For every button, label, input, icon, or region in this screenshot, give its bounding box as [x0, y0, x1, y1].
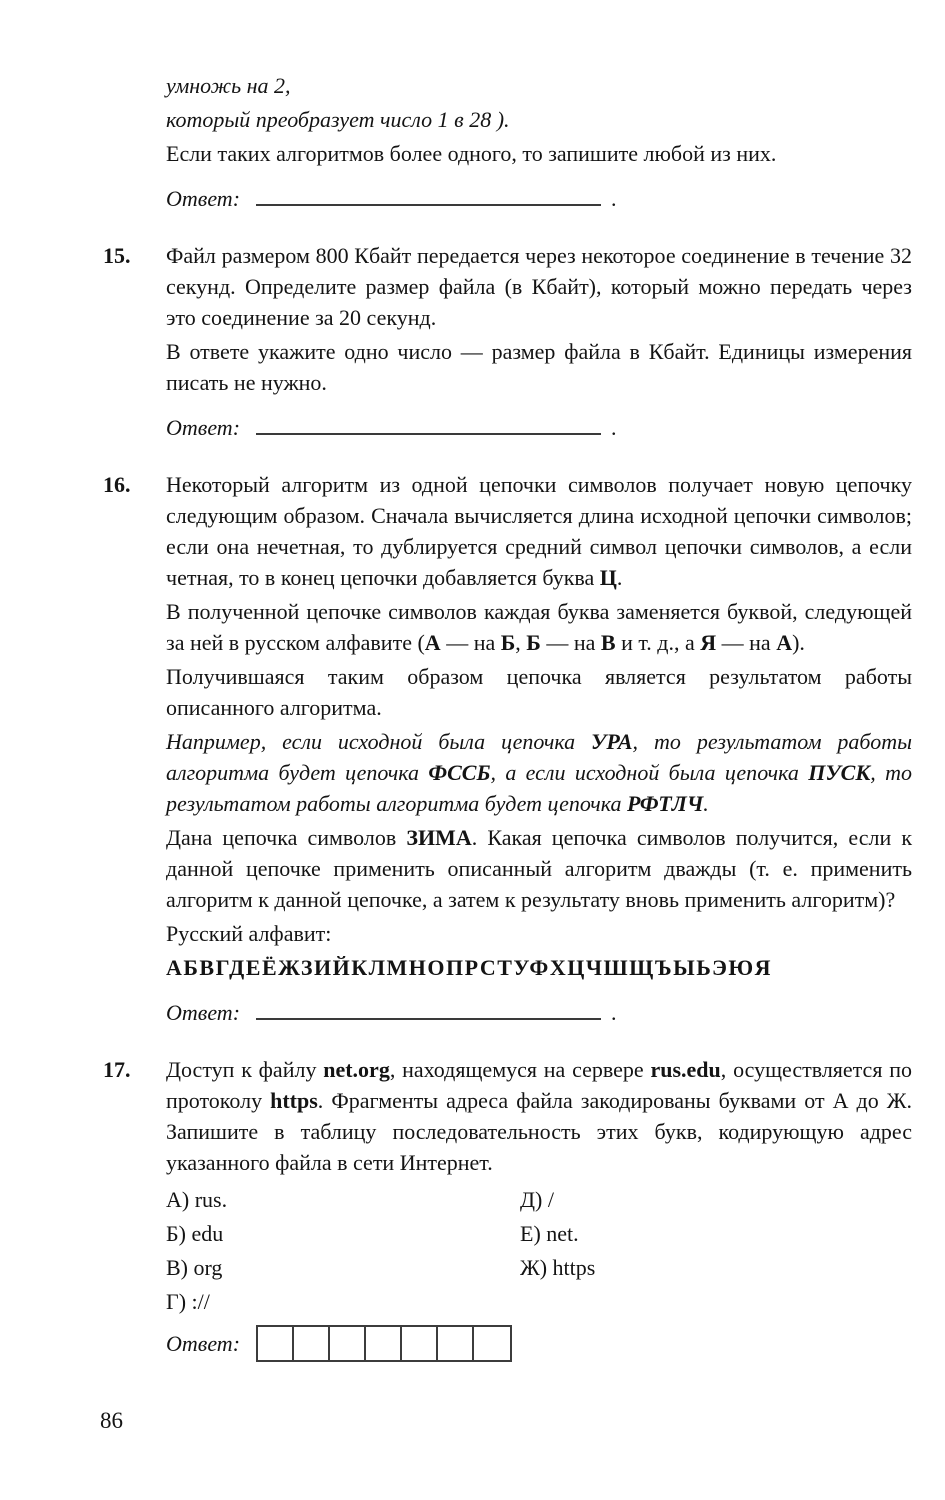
answer-cell	[294, 1327, 330, 1360]
text-segment: https	[270, 1088, 318, 1113]
text-segment: .	[703, 791, 709, 816]
text-segment: net.org	[323, 1057, 390, 1082]
problem-17-paragraph-1	[166, 1054, 912, 1178]
text-segment: ПУСК	[808, 760, 871, 785]
text-segment: . Фрагменты адреса файла закодированы буквами от А до Ж. Запишите в таблицу последовательность этих букв, кодирующую адрес указанного файла в сети Интернет.	[166, 1088, 912, 1175]
answer-cell	[402, 1327, 438, 1360]
text-segment: ,	[515, 630, 527, 655]
text-segment: и т. д., а	[615, 630, 701, 655]
answer-cell	[474, 1327, 510, 1360]
text-segment: Доступ к файлу	[166, 1057, 324, 1082]
text-segment: — на	[440, 630, 501, 655]
intro-line-3: Если таких алгоритмов более одного, то запишите любой из них.	[166, 141, 777, 166]
answer-period: .	[611, 186, 617, 211]
text-segment: Я	[700, 630, 717, 655]
problem-16	[103, 469, 912, 1028]
text-segment: — на	[716, 630, 777, 655]
intro-line-1: умножь на 2,	[166, 73, 291, 98]
option-zh: Ж) https	[520, 1255, 596, 1280]
text-segment: , то результатом работы алгоритма будет цепочка	[166, 760, 913, 816]
answer-cell	[366, 1327, 402, 1360]
intro-line-2: который преобразует число 1 в 28 ).	[166, 107, 510, 132]
answer-period: .	[611, 1000, 617, 1025]
text-segment: ЗИМА	[406, 825, 472, 850]
text-segment: Получившаяся таким образом цепочка является результатом работы описанного алгоритма.	[166, 664, 912, 720]
option-g: Г) ://	[166, 1289, 210, 1314]
text-segment: . Какая цепочка символов получится, если к данной цепочке применить описанный алгоритм дважды (т. е. применить алгоритм к данной цепочке, а затем к результату вновь применить алгоритм)?	[166, 825, 913, 912]
problem-15-paragraph-1	[166, 240, 912, 333]
problem-17-answer-row	[166, 1325, 912, 1362]
problem-15-paragraph-2	[166, 336, 912, 398]
intro-answer-line	[166, 182, 912, 214]
problem-16-paragraph-2	[166, 596, 912, 658]
text-segment: Ц	[599, 565, 617, 590]
answer-cell	[258, 1327, 294, 1360]
problem-16-question-paragraph	[166, 822, 912, 915]
text-segment: Дана цепочка символов	[166, 825, 407, 850]
problem-15-number: 15.	[103, 243, 131, 268]
russian-alphabet: АБВГДЕЁЖЗИЙКЛМНОПРСТУФХЦЧШЩЪЫЬЭЮЯ	[166, 955, 773, 980]
text-segment: Некоторый алгоритм из одной цепочки символов получает новую цепочку следующим образом. Сначала вычисляется длина исходной цепочки символов; если она нечетная, то дублируется средний символ цепочки символов, а если четная, то в конец цепочки добавляется буква	[166, 472, 912, 590]
text-segment: А	[776, 630, 793, 655]
text-segment: rus.edu	[650, 1057, 721, 1082]
answer-cell	[438, 1327, 474, 1360]
answer-blank	[256, 411, 601, 435]
text-segment: Б	[500, 630, 516, 655]
alphabet-label: Русский алфавит:	[166, 921, 332, 946]
page-number: 86	[100, 1408, 123, 1433]
problem-15	[103, 240, 912, 443]
text-segment: А	[424, 630, 441, 655]
text-segment: В ответе укажите одно число — размер файла в Кбайт. Единицы измерения писать не нужно.	[166, 339, 912, 395]
intro-gutter	[103, 70, 166, 214]
text-segment: Б	[526, 630, 541, 655]
text-segment: , то результатом работы алгоритма будет цепочка	[166, 729, 912, 785]
problem-15-answer-line	[166, 411, 912, 443]
answer-label: Ответ:	[166, 415, 241, 440]
problem-16-paragraph-3	[166, 661, 912, 723]
answer-cell	[330, 1327, 366, 1360]
problem-16-answer-line	[166, 996, 912, 1028]
text-segment: , а если исходной была цепочка	[490, 760, 809, 785]
option-v: В) org	[166, 1255, 223, 1280]
text-segment: ФССБ	[428, 760, 491, 785]
text-segment: В полученной цепочке символов каждая буква заменяется буквой, следующей за ней в русском алфавите (	[166, 599, 912, 655]
text-segment: — на	[540, 630, 601, 655]
answer-label: Ответ:	[166, 1331, 241, 1356]
text-segment: ).	[792, 630, 805, 655]
intro-block	[103, 70, 912, 214]
problem-16-example-paragraph	[166, 726, 912, 819]
text-segment: Например, если исходной была цепочка	[166, 729, 592, 754]
option-b: Б) edu	[166, 1221, 224, 1246]
option-d: Д) /	[520, 1187, 554, 1212]
problem-17	[103, 1054, 912, 1362]
answer-table	[256, 1325, 512, 1362]
text-segment: .	[616, 565, 623, 590]
option-a: А) rus.	[166, 1187, 228, 1212]
answer-label: Ответ:	[166, 1000, 241, 1025]
text-segment: РФТЛЧ	[627, 791, 704, 816]
problem-17-options	[166, 1184, 912, 1317]
answer-label: Ответ:	[166, 186, 241, 211]
option-e: Е) net.	[520, 1221, 579, 1246]
answer-period: .	[611, 415, 617, 440]
problem-17-number: 17.	[103, 1057, 131, 1082]
text-segment: В	[600, 630, 616, 655]
problem-16-paragraph-1	[166, 469, 912, 593]
text-segment: , осуществляется по протоколу	[166, 1057, 913, 1113]
text-segment: Файл размером 800 Кбайт передается через некоторое соединение в течение 32 секунд. Определите размер файла (в Кбайт), который можно передать через это соединение за 20 секунд.	[166, 243, 912, 330]
answer-blank	[256, 182, 601, 206]
answer-blank	[256, 996, 601, 1020]
text-segment: УРА	[591, 729, 633, 754]
problem-16-number: 16.	[103, 472, 131, 497]
text-segment: , находящемуся на сервере	[389, 1057, 651, 1082]
